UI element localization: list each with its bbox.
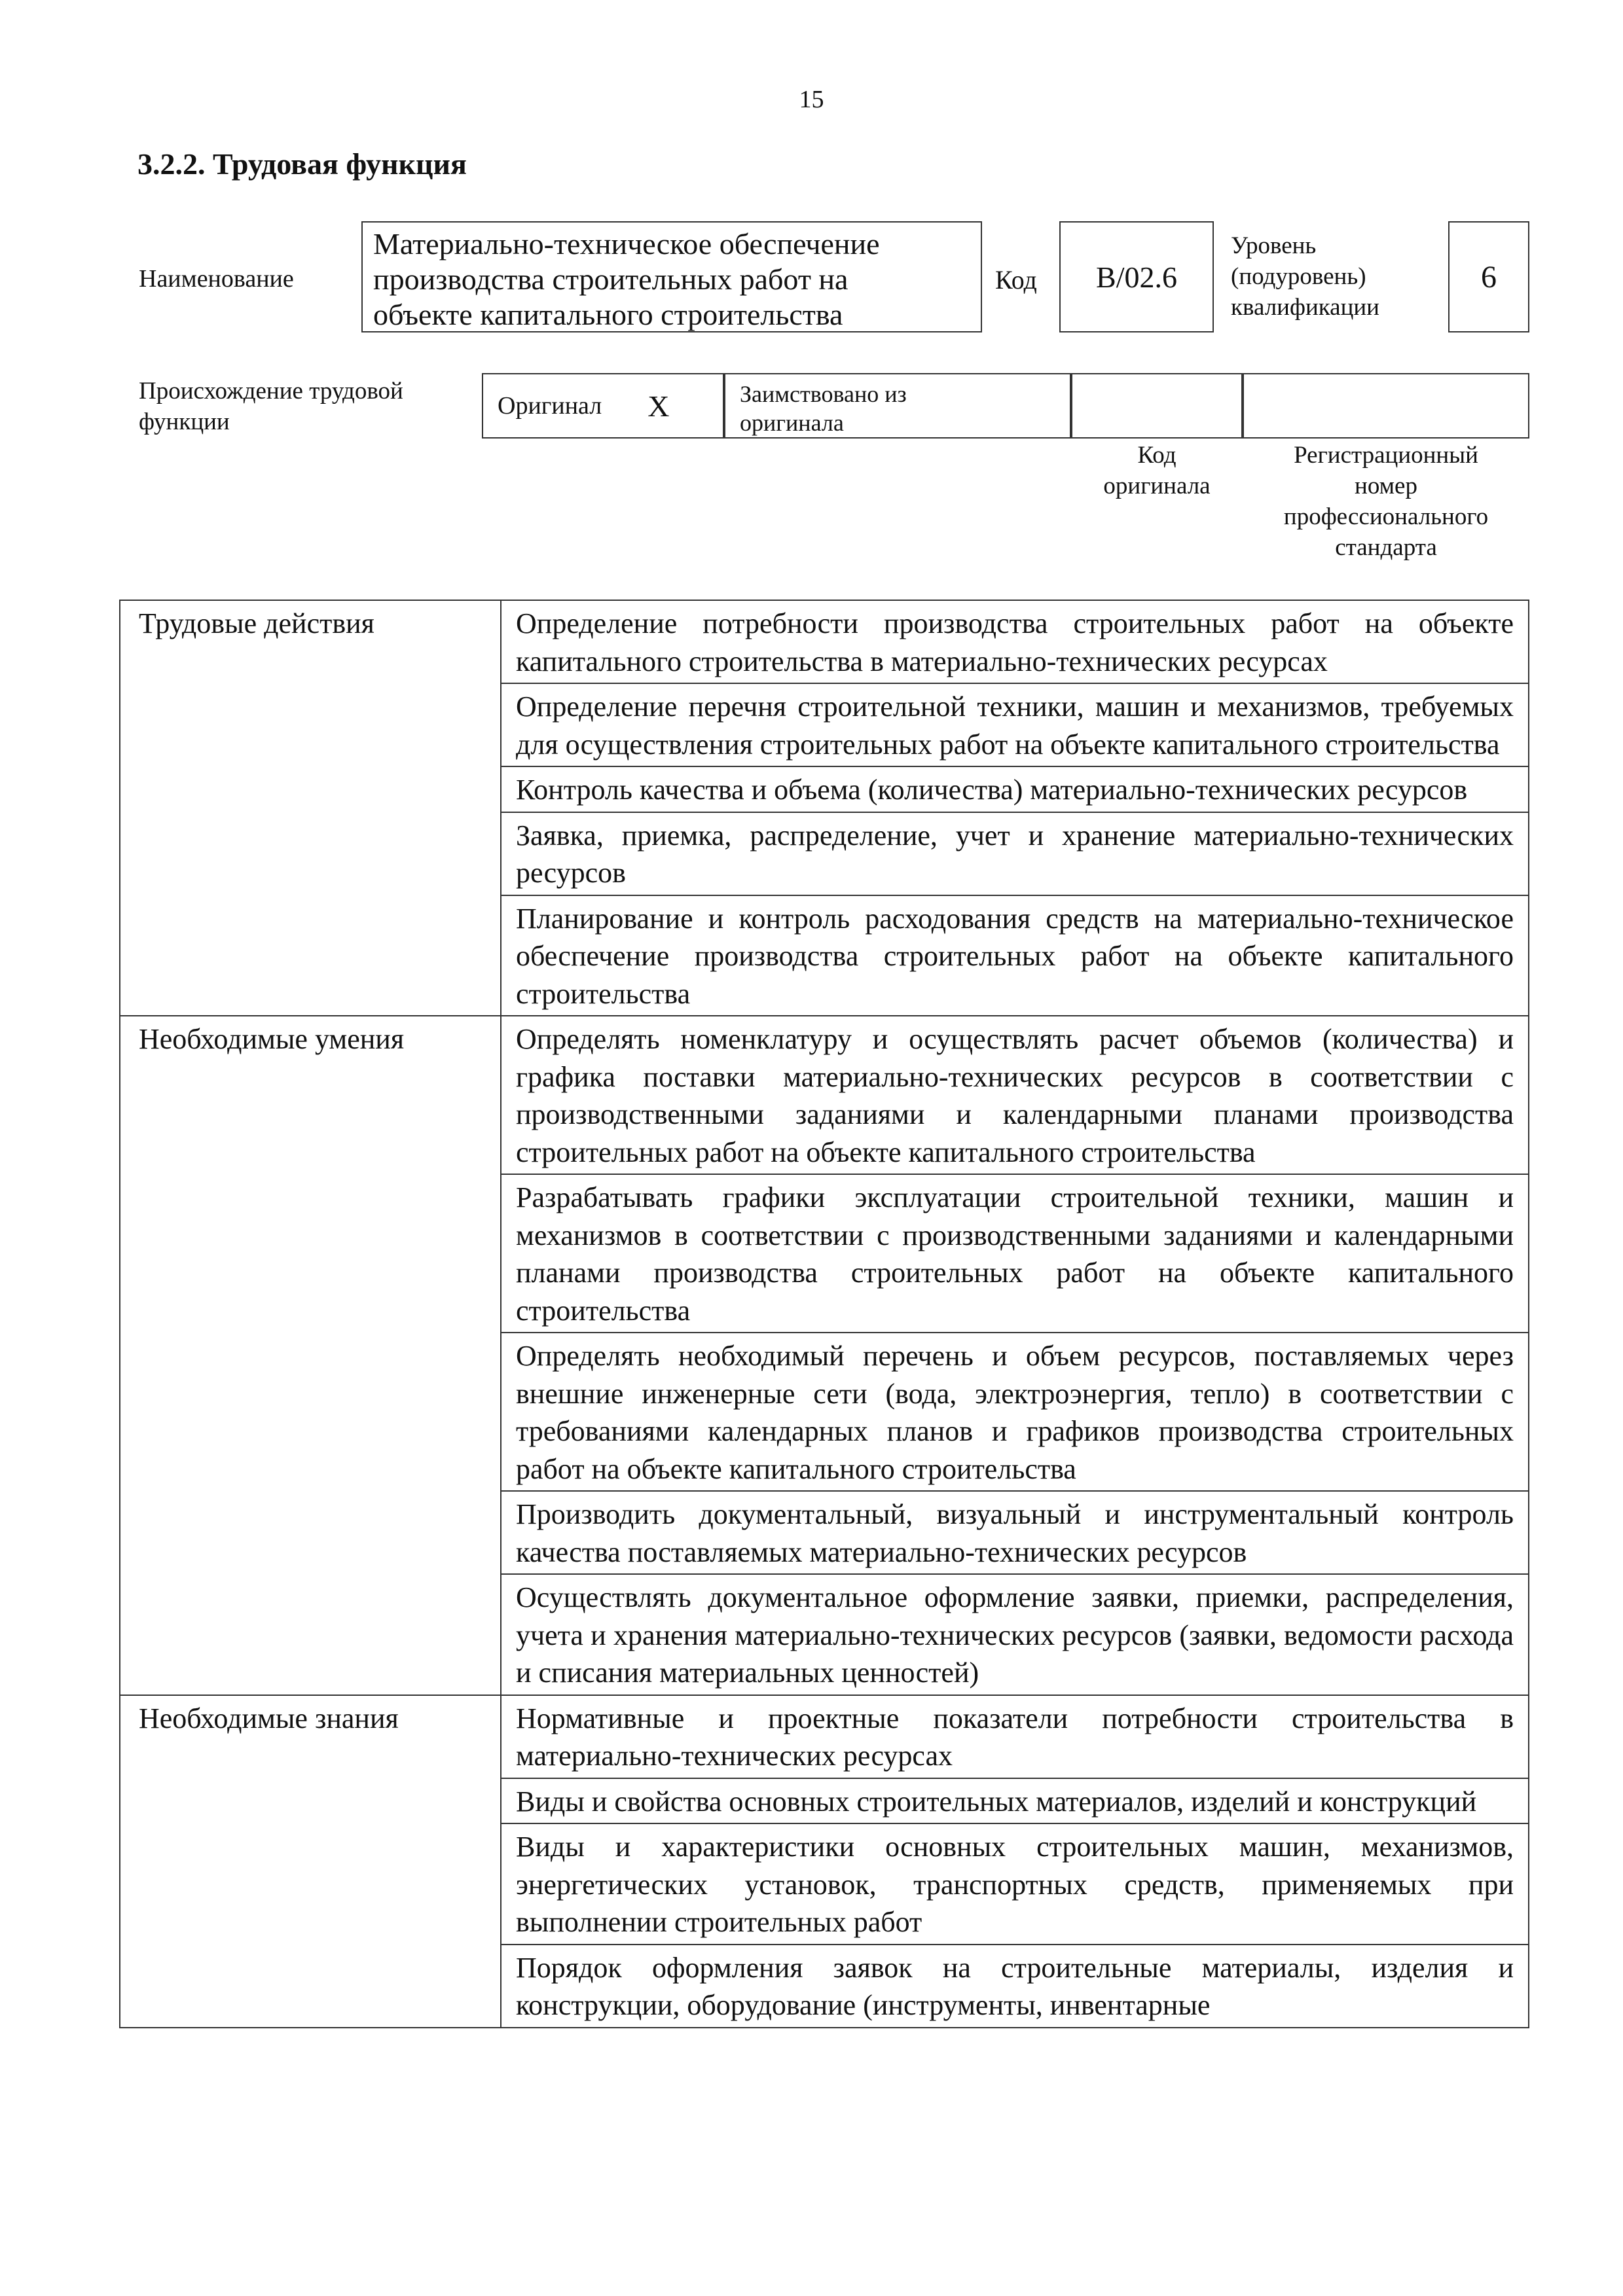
origin-code-caption [1071,440,1243,501]
qualification-level-label [1231,230,1379,323]
origin-borrowed-line: оригинала [740,410,844,436]
caption-line: номер [1355,473,1417,499]
section-title: Трудовые действия [120,600,501,1016]
origin-registration-caption [1243,440,1529,563]
origin-original-cell [482,373,724,439]
page-number: 15 [799,86,824,113]
level-label-line: Уровень [1231,232,1317,259]
origin-label [139,376,403,437]
table-entry: Виды и характеристики основных строительных машин, механизмов, энергетических установок, транспортных средств, применяемых при выполнении строительных работ [501,1823,1529,1945]
code-label: Код [995,265,1037,295]
table-row [120,1016,1529,1174]
qualification-level-box [1448,221,1529,332]
function-code-box [1059,221,1214,332]
table-entry: Планирование и контроль расходования средств на материально-техническое обеспечение производства строительных работ на объекте капитального строительства [501,895,1529,1016]
name-label: Наименование [139,265,294,293]
caption-line: Код [1137,442,1176,469]
section-title: Необходимые умения [120,1016,501,1695]
caption-line: профессионального [1283,503,1489,530]
table-entry: Осуществлять документальное оформление заявки, приемки, распределения, учета и хранения материально-технических ресурсов (заявки, ведомости расхода и списания материальных ценностей) [501,1574,1529,1695]
origin-original-label: Оригинал [498,392,602,420]
level-label-line: квалификации [1231,294,1379,321]
origin-label-line: Происхождение трудовой [139,378,403,404]
table-entry: Производить документальный, визуальный и инструментальный контроль качества поставляемых материально-технических ресурсов [501,1491,1529,1574]
origin-borrowed-line: Заимствовано из [740,381,907,407]
table-entry: Нормативные и проектные показатели потребности строительства в материально-технических ресурсах [501,1695,1529,1778]
table-entry: Определять необходимый перечень и объем ресурсов, поставляемых через внешние инженерные сети (вода, электроэнергия, тепло) в соответствии с требованиями календарных планов и графиков производства строительных работ на объекте капитального строительства [501,1333,1529,1491]
qualification-level-value: 6 [1481,259,1497,295]
origin-original-mark: X [647,389,670,423]
function-name-line: производства строительных работ на [373,262,848,296]
function-code-value: B/02.6 [1096,260,1177,294]
table-entry: Определять номенклатуру и осуществлять расчет объемов (количества) и графика поставки материально-технических ресурсов в соответствии с производственными заданиями и календарными планами производства строительных работ на объекте капитального строительства [501,1016,1529,1174]
table-entry: Заявка, приемка, распределение, учет и хранение материально-технических ресурсов [501,812,1529,895]
table-entry: Определение потребности производства строительных работ на объекте капитального строительства в материально-технических ресурсах [501,600,1529,683]
caption-line: стандарта [1335,534,1437,561]
origin-code-cell [1071,373,1243,439]
table-entry: Виды и свойства основных строительных материалов, изделий и конструкций [501,1778,1529,1824]
labor-function-table [119,600,1529,2028]
function-name-line: объекте капитального строительства [373,298,843,331]
function-name-line: Материально-техническое обеспечение [373,227,880,260]
origin-registration-cell [1243,373,1529,439]
caption-line: Регистрационный [1294,442,1478,469]
table-entry: Порядок оформления заявок на строительные материалы, изделия и конструкции, оборудование (инструменты, инвентарные [501,1945,1529,2028]
level-label-line: (подуровень) [1231,263,1366,290]
table-row [120,1695,1529,1778]
origin-label-line: функции [139,408,230,435]
section-title: Необходимые знания [120,1695,501,2028]
table-entry: Контроль качества и объема (количества) материально-технических ресурсов [501,766,1529,812]
labor-function-table-body [120,600,1529,2028]
table-row [120,600,1529,683]
table-entry: Разрабатывать графики эксплуатации строительной техники, машин и механизмов в соответствии с производственными заданиями и календарными планами производства строительных работ на объекте капитального строительства [501,1174,1529,1333]
section-heading: 3.2.2. Трудовая функция [137,147,467,181]
origin-borrowed-cell [724,373,1071,439]
caption-line: оригинала [1103,473,1211,499]
function-name-box [361,221,982,332]
table-entry: Определение перечня строительной техники, машин и механизмов, требуемых для осуществления строительных работ на объекте капитального строительства [501,683,1529,766]
